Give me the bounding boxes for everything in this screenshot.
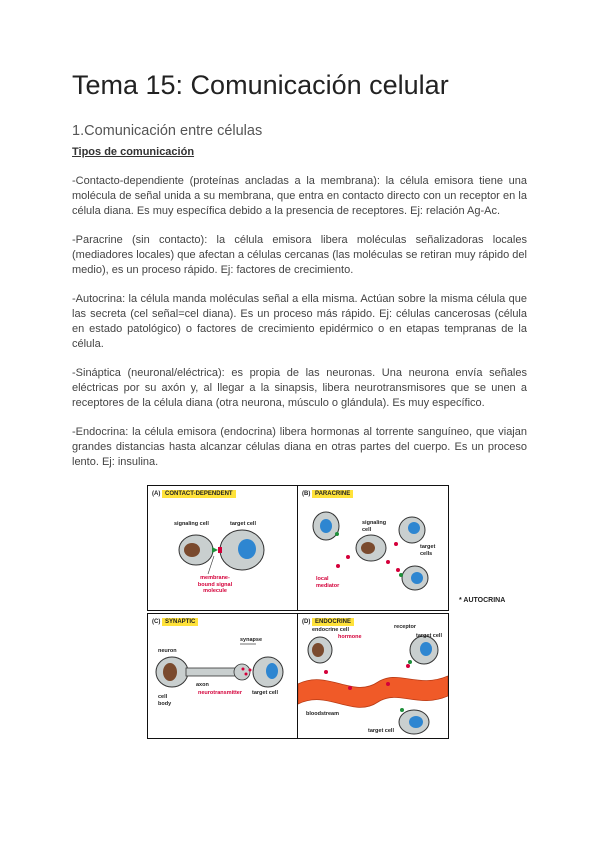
receptor-label: receptor bbox=[394, 624, 417, 630]
panel-paracrine bbox=[297, 485, 449, 611]
hormone-label: hormone bbox=[338, 634, 362, 640]
neuron-label: neuron bbox=[158, 648, 177, 654]
cell-body-label: cell body bbox=[158, 694, 172, 707]
panel-b-label bbox=[302, 491, 353, 497]
page-title: Tema 15: Comunicación celular bbox=[72, 70, 449, 100]
endocrine-cell-label: endocrine cell bbox=[312, 627, 349, 633]
target-cells-label: target cells bbox=[420, 544, 436, 557]
endocrine-target-cell-top-label: target cell bbox=[416, 633, 442, 639]
panel-d-prefix: (D) bbox=[302, 619, 311, 625]
paragraph-autocrina: -Autocrina: la célula manda moléculas señal a ella misma. Actúan sobre la misma célula que las secreta (cel señal=cel diana). Es un proceso más rápido. Ej: células cancerosas (célula en estado patológico) o factores de crecimiento epidérmico o en etapas tempranas de la célula. bbox=[72, 293, 527, 350]
panel-contact-dependent bbox=[147, 485, 299, 611]
signaling-cell-label: signaling cell bbox=[174, 521, 209, 527]
paragraph-sinaptica: -Sináptica (neuronal/eléctrica): es propia de las neuronas. Una neurona envía señales eléctricas por su axón y, al llegar a la sinapsis, libera neurotransmisores que se unen a receptores de la célula diana (otra neurona, músculo o glándula). Es muy específico. bbox=[72, 367, 527, 409]
paragraph-paracrine: -Paracrine (sin contacto): la célula emisora libera moléculas señalizadoras locales (mediadores locales) que afectan a células cercanas (las moléculas se retiran muy rápido del medio), es un proceso rápido. Ej: factores de crecimiento. bbox=[72, 234, 527, 276]
panel-d-tag: ENDOCRINE bbox=[312, 618, 354, 626]
panel-c-label bbox=[152, 619, 198, 625]
cell-signaling-figure bbox=[147, 485, 457, 745]
panel-a-label bbox=[152, 491, 236, 497]
local-mediator-label: local mediator bbox=[316, 576, 340, 589]
autocrina-note: * AUTOCRINA bbox=[459, 597, 506, 604]
panel-endocrine bbox=[297, 613, 449, 739]
panel-c-tag: SYNAPTIC bbox=[162, 618, 198, 626]
synaptic-illustration bbox=[148, 614, 298, 738]
bloodstream-label: bloodstream bbox=[306, 711, 340, 717]
axon-label: axon bbox=[196, 682, 209, 688]
synaptic-target-cell-label: target cell bbox=[252, 690, 278, 696]
panel-a-tag: CONTACT-DEPENDENT bbox=[162, 490, 236, 498]
panel-c-prefix: (C) bbox=[152, 619, 161, 625]
membrane-bound-signal-label: membrane-bound signal molecule bbox=[197, 575, 233, 594]
paragraph-endocrina: -Endocrina: la célula emisora (endocrina) libera hormonas al torrente sanguíneo, que viajan grandes distancias hasta alcanzar células diana en otras partes del cuerpo. Es un proceso lento. Ej: insulina. bbox=[72, 426, 527, 468]
target-cell-label: target cell bbox=[230, 521, 256, 527]
section-heading: 1.Comunicación entre células bbox=[72, 123, 263, 139]
panel-d-label bbox=[302, 619, 354, 625]
synapse-label: synapse bbox=[240, 637, 263, 643]
panel-a-prefix: (A) bbox=[152, 491, 161, 497]
neurotransmitter-label: neurotransmitter bbox=[198, 690, 243, 696]
panel-synaptic bbox=[147, 613, 299, 739]
subheading: Tipos de comunicación bbox=[72, 146, 195, 158]
paracrine-signaling-cell-label: signaling cell bbox=[362, 520, 387, 533]
panel-b-prefix: (B) bbox=[302, 491, 311, 497]
paragraph-contacto-dependiente: -Contacto-dependiente (proteínas ancladas a la membrana): la célula emisora tiene una molécula de señal unida a su membrana, que entra en contacto directo con un receptor en la célula diana. Es muy específica debido a la presencia de receptores. Ej: relación Ag-Ac. bbox=[72, 175, 527, 217]
panel-b-tag: PARACRINE bbox=[312, 490, 353, 498]
endocrine-target-cell-bottom-label: target cell bbox=[368, 728, 394, 734]
